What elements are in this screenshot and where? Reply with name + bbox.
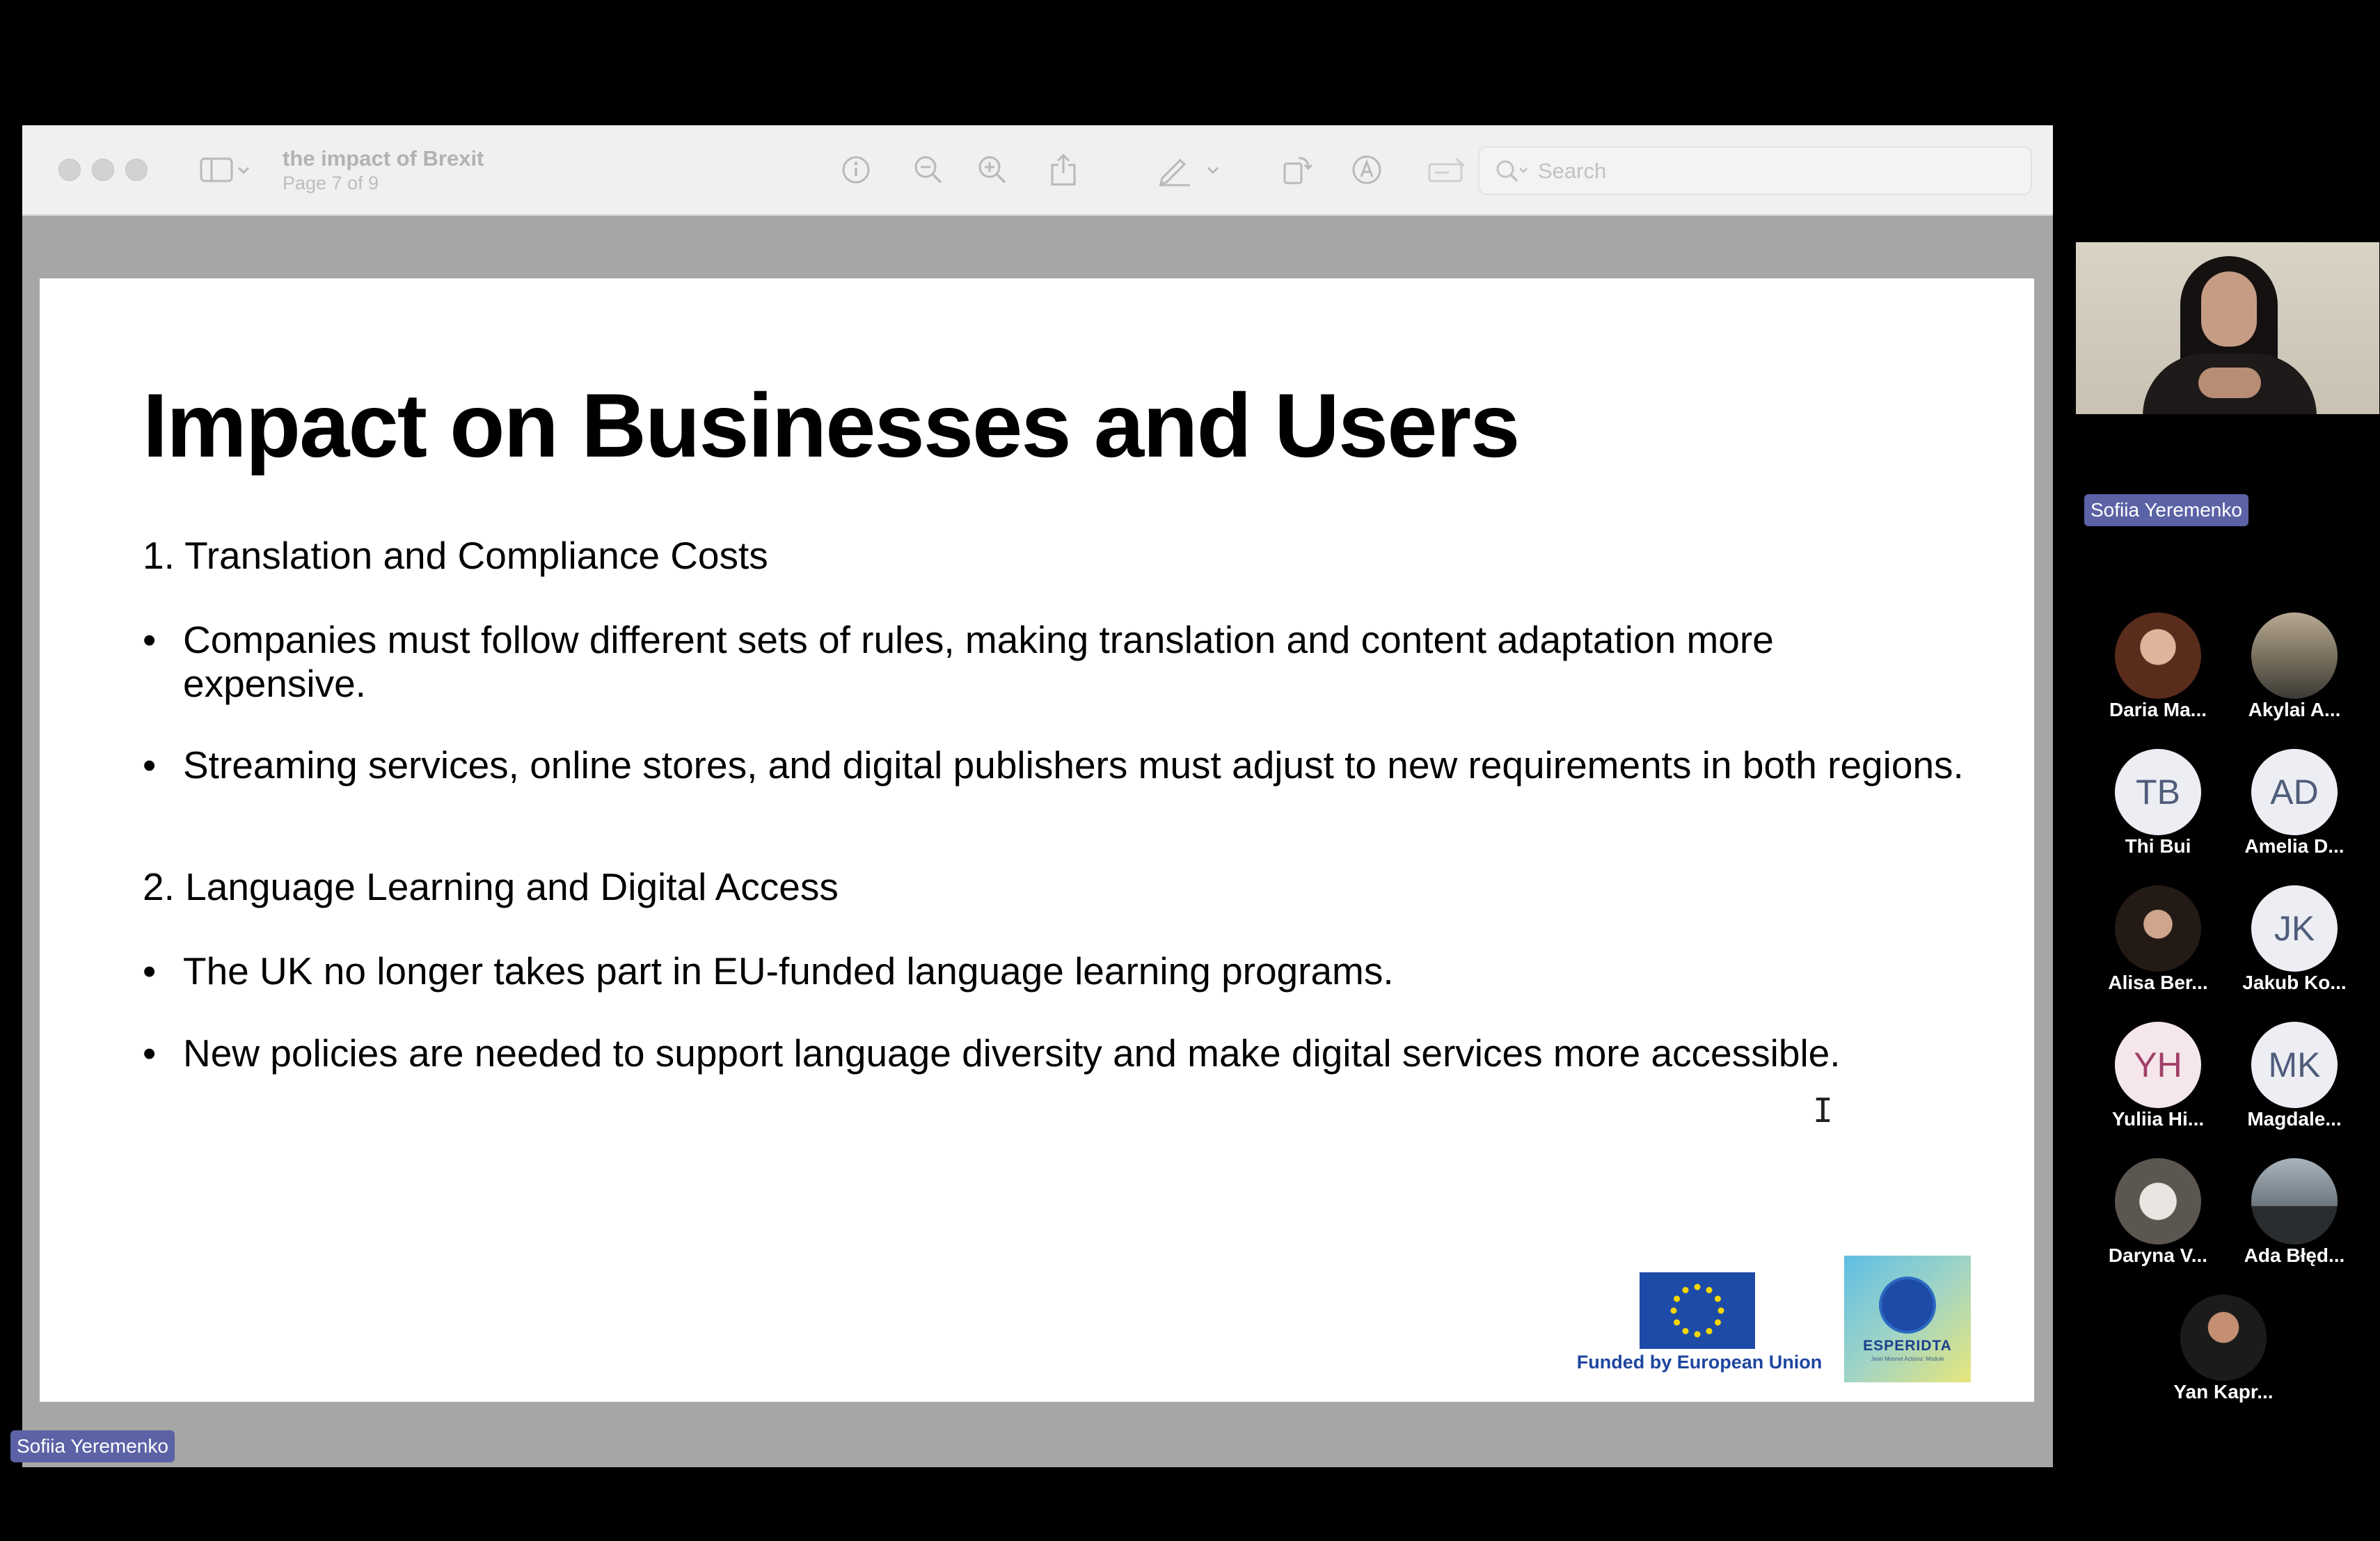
- bullet-text: Streaming services, online stores, and digital publishers must adjust to new requirements in both regions.: [183, 743, 1964, 787]
- close-window-button[interactable]: [58, 159, 81, 181]
- eu-star: [1683, 1287, 1689, 1293]
- bullet-glyph: •: [143, 949, 157, 993]
- participant-name: Yan Kapr...: [2173, 1381, 2274, 1402]
- chevron-down-icon: [236, 165, 251, 175]
- globe-icon: [1879, 1277, 1936, 1334]
- section-heading: 1. Translation and Compliance Costs: [143, 534, 768, 577]
- rotate-icon: [1282, 154, 1312, 186]
- eu-star: [1674, 1296, 1680, 1302]
- bullet-item: [143, 743, 1966, 787]
- search-field[interactable]: [1478, 146, 2032, 195]
- participant-tile[interactable]: [2092, 1158, 2224, 1277]
- avatar: MK: [2251, 1022, 2338, 1108]
- participant-name: Magdale...: [2247, 1108, 2342, 1130]
- bullet-text: The UK no longer takes part in EU-funded language learning programs.: [183, 949, 1394, 993]
- presenter-name-tag: Sofiia Yeremenko: [2084, 494, 2248, 526]
- eu-star: [1671, 1308, 1677, 1314]
- form-fill-button[interactable]: [1425, 150, 1470, 189]
- markup-toolbar-button[interactable]: [1347, 150, 1386, 189]
- participant-name: Akylai A...: [2248, 699, 2341, 720]
- zoom-in-icon: [976, 154, 1008, 186]
- zoom-out-button[interactable]: [909, 150, 948, 189]
- esperidta-logo: [1844, 1256, 1971, 1382]
- eu-star: [1715, 1320, 1721, 1326]
- zoom-in-button[interactable]: [973, 150, 1012, 189]
- sidebar-toggle-button[interactable]: [192, 150, 259, 189]
- search-icon: [1495, 159, 1531, 185]
- eu-star: [1683, 1328, 1689, 1334]
- participant-tile[interactable]: [2157, 1295, 2290, 1413]
- bullet-glyph: •: [143, 1032, 157, 1075]
- participant-tile[interactable]: [2228, 885, 2361, 1004]
- bullet-text: New policies are needed to support language diversity and make digital services more accessible.: [183, 1032, 1841, 1075]
- avatar: JK: [2251, 885, 2338, 972]
- zoom-out-icon: [912, 154, 944, 186]
- participant-tile[interactable]: [2228, 1158, 2361, 1277]
- eu-star: [1695, 1331, 1701, 1338]
- eu-star: [1715, 1296, 1721, 1302]
- bullet-item: [143, 949, 1966, 993]
- presenter-video[interactable]: [2076, 242, 2379, 414]
- form-fill-icon: [1428, 156, 1467, 184]
- markup-pen-icon: [1157, 153, 1193, 187]
- viewer-toolbar: [22, 125, 2053, 216]
- zoom-window-button[interactable]: [125, 159, 148, 181]
- participant-name: Alisa Ber...: [2108, 972, 2208, 993]
- slide-title: Impact on Businesses and Users: [143, 374, 1519, 476]
- participant-name: Amelia D...: [2244, 835, 2345, 857]
- avatar: TB: [2115, 749, 2201, 835]
- text-cursor-icon: I: [1813, 1091, 1833, 1130]
- rotate-button[interactable]: [1278, 150, 1317, 189]
- sidebar-icon: [200, 156, 236, 184]
- markup-pen-button[interactable]: [1150, 150, 1228, 189]
- avatar: AD: [2251, 749, 2338, 835]
- share-button[interactable]: [1044, 150, 1083, 189]
- document-title: the impact of Brexit: [283, 146, 484, 171]
- participant-tile[interactable]: [2228, 749, 2361, 867]
- eu-funding-logo: [1561, 1257, 1838, 1385]
- bullet-text: Companies must follow different sets of rules, making translation and content adaptation more expensive.: [183, 618, 1774, 705]
- slide-page: [40, 278, 2034, 1402]
- avatar: [2115, 613, 2201, 699]
- shared-screen-window: [22, 125, 2053, 1467]
- chevron-down-icon: [1193, 165, 1221, 175]
- eu-star: [1695, 1284, 1701, 1290]
- eu-flag-icon: [1640, 1272, 1755, 1349]
- avatar: [2115, 885, 2201, 972]
- participant-tile[interactable]: [2228, 1022, 2361, 1140]
- minimize-window-button[interactable]: [92, 159, 114, 181]
- avatar: [2251, 613, 2338, 699]
- bullet-item: [143, 618, 1966, 706]
- bullet-glyph: •: [143, 618, 157, 661]
- eu-star: [1718, 1308, 1724, 1314]
- eu-funding-caption: Funded by European Union: [1576, 1352, 1823, 1373]
- esperidta-subtitle: Jean Monnet Actions: Module: [1871, 1356, 1944, 1362]
- bullet-glyph: •: [143, 743, 157, 787]
- participant-name: Jakub Ko...: [2242, 972, 2347, 993]
- participant-name: Thi Bui: [2125, 835, 2191, 857]
- participant-tile[interactable]: [2228, 613, 2361, 731]
- participant-name: Daryna V...: [2108, 1244, 2208, 1266]
- participant-tile[interactable]: [2092, 1022, 2224, 1140]
- info-button[interactable]: [836, 150, 875, 189]
- section-heading: 2. Language Learning and Digital Access: [143, 865, 839, 908]
- bullet-item: [143, 1032, 1966, 1075]
- avatar: [2251, 1158, 2338, 1244]
- participant-name: Ada Błęd...: [2244, 1244, 2345, 1266]
- participant-name: Yuliia Hi...: [2111, 1108, 2205, 1130]
- participant-name: Daria Ma...: [2109, 699, 2207, 720]
- avatar: YH: [2115, 1022, 2201, 1108]
- eu-star: [1674, 1320, 1680, 1326]
- participant-tile[interactable]: [2092, 749, 2224, 867]
- avatar: [2180, 1295, 2267, 1381]
- esperidta-name: ESPERIDTA: [1863, 1338, 1952, 1354]
- eu-star: [1706, 1287, 1713, 1293]
- share-icon: [1049, 152, 1077, 187]
- presenter-name-tag: Sofiia Yeremenko: [10, 1430, 175, 1462]
- eu-star: [1706, 1328, 1713, 1334]
- avatar: [2115, 1158, 2201, 1244]
- participant-tile[interactable]: [2092, 613, 2224, 731]
- markup-icon: [1351, 154, 1383, 186]
- search-input[interactable]: [1538, 157, 2011, 185]
- info-icon: [841, 155, 871, 185]
- participant-tile[interactable]: [2092, 885, 2224, 1004]
- page-indicator: Page 7 of 9: [283, 173, 379, 193]
